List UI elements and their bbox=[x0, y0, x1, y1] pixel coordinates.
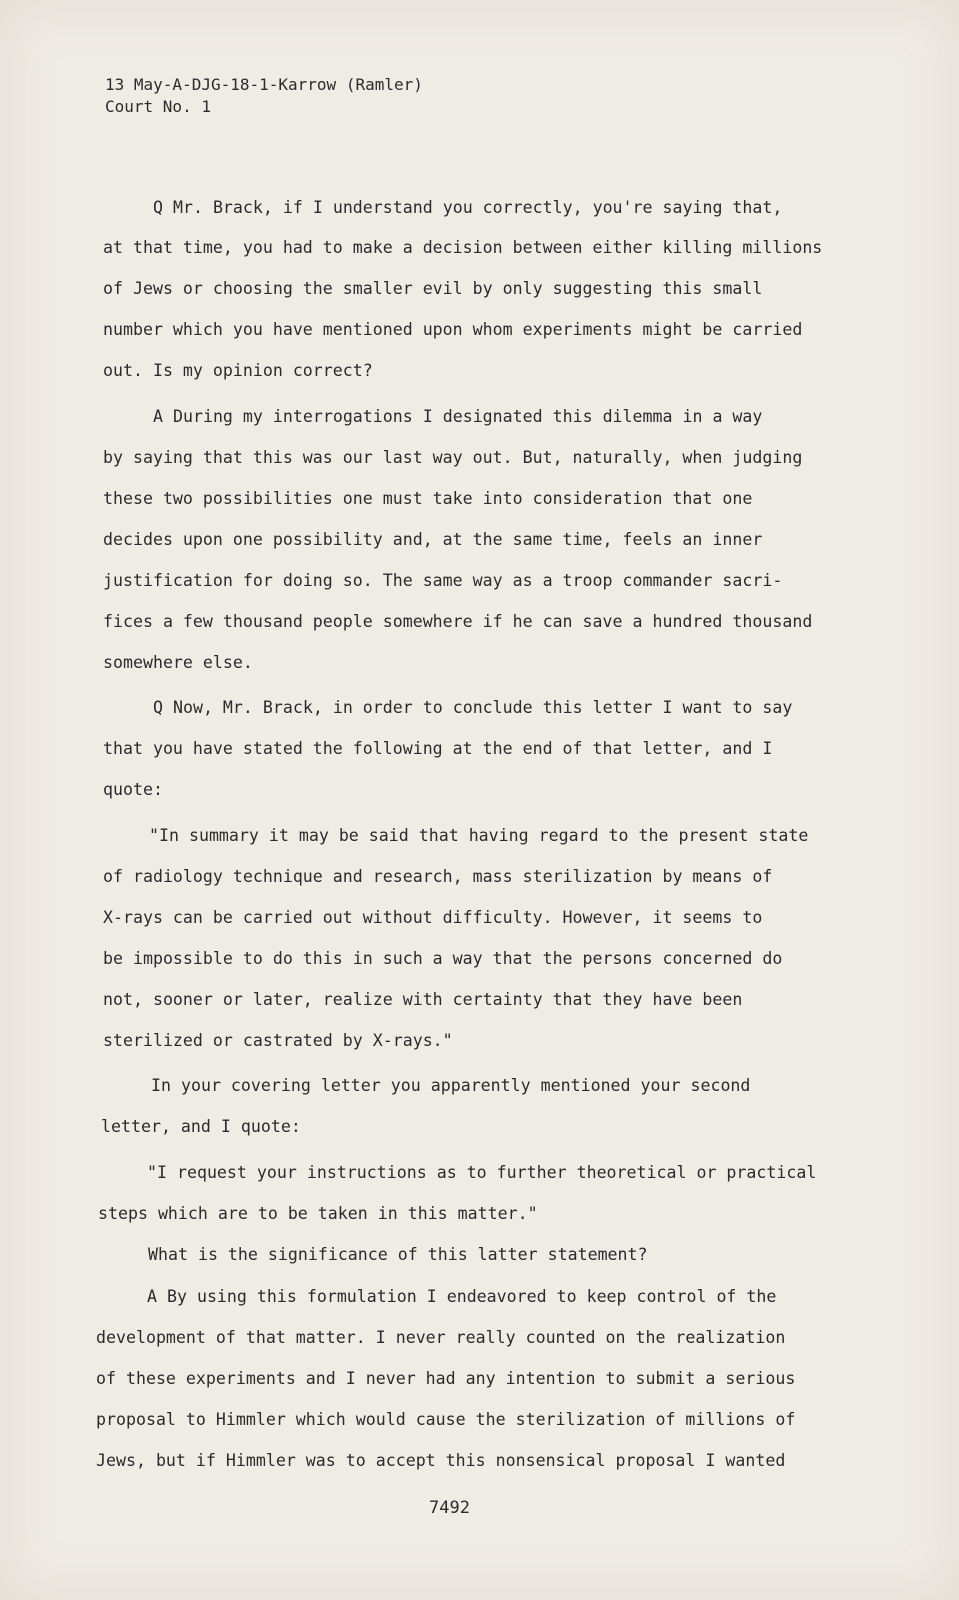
transcript-line: of radiology technique and research, mass sterilization by means of bbox=[103, 867, 773, 886]
transcript-line: of Jews or choosing the smaller evil by only suggesting this small bbox=[103, 279, 763, 298]
transcript-line: Q Mr. Brack, if I understand you correctly, you're saying that, bbox=[153, 198, 783, 217]
transcript-line: A By using this formulation I endeavored to keep control of the bbox=[147, 1287, 777, 1306]
transcript-line: X-rays can be carried out without difficulty. However, it seems to bbox=[103, 908, 763, 927]
transcript-line: of these experiments and I never had any intention to submit a serious bbox=[96, 1369, 796, 1388]
transcript-line: steps which are to be taken in this matter." bbox=[98, 1204, 538, 1223]
document-header bbox=[105, 74, 423, 118]
page-number: 7492 bbox=[429, 1498, 470, 1518]
transcript-line: fices a few thousand people somewhere if he can save a hundred thousand bbox=[103, 612, 813, 631]
transcript-line: Jews, but if Himmler was to accept this nonsensical proposal I wanted bbox=[96, 1451, 786, 1470]
transcript-line: In your covering letter you apparently mentioned your second bbox=[151, 1076, 751, 1095]
transcript-line: development of that matter. I never really counted on the realization bbox=[96, 1328, 786, 1347]
transcript-line: A During my interrogations I designated this dilemma in a way bbox=[153, 407, 763, 426]
transcript-line: decides upon one possibility and, at the same time, feels an inner bbox=[103, 530, 763, 549]
transcript-line: proposal to Himmler which would cause the sterilization of millions of bbox=[96, 1410, 796, 1429]
transcript-line: "In summary it may be said that having regard to the present state bbox=[149, 826, 809, 845]
transcript-line: not, sooner or later, realize with certainty that they have been bbox=[103, 990, 743, 1009]
header-court-line: Court No. 1 bbox=[105, 97, 211, 116]
transcript-line: Q Now, Mr. Brack, in order to conclude this letter I want to say bbox=[153, 698, 793, 717]
transcript-line: by saying that this was our last way out. But, naturally, when judging bbox=[103, 448, 803, 467]
header-reference-line: 13 May-A-DJG-18-1-Karrow (Ramler) bbox=[105, 75, 423, 94]
transcript-line: "I request your instructions as to further theoretical or practical bbox=[147, 1163, 817, 1182]
transcript-line: quote: bbox=[103, 780, 163, 799]
transcript-line: that you have stated the following at the end of that letter, and I bbox=[103, 739, 773, 758]
transcript-line: be impossible to do this in such a way that the persons concerned do bbox=[103, 949, 783, 968]
transcript-line: number which you have mentioned upon whom experiments might be carried bbox=[103, 320, 803, 339]
transcript-line: What is the significance of this latter statement? bbox=[148, 1245, 648, 1264]
transcript-line: justification for doing so. The same way as a troop commander sacri- bbox=[103, 571, 783, 590]
transcript-line: at that time, you had to make a decision between either killing millions bbox=[103, 238, 823, 257]
transcript-line: letter, and I quote: bbox=[101, 1117, 301, 1136]
transcript-line: somewhere else. bbox=[103, 653, 253, 672]
transcript-line: these two possibilities one must take into consideration that one bbox=[103, 489, 753, 508]
transcript-line: sterilized or castrated by X-rays." bbox=[103, 1031, 453, 1050]
transcript-line: out. Is my opinion correct? bbox=[103, 361, 373, 380]
